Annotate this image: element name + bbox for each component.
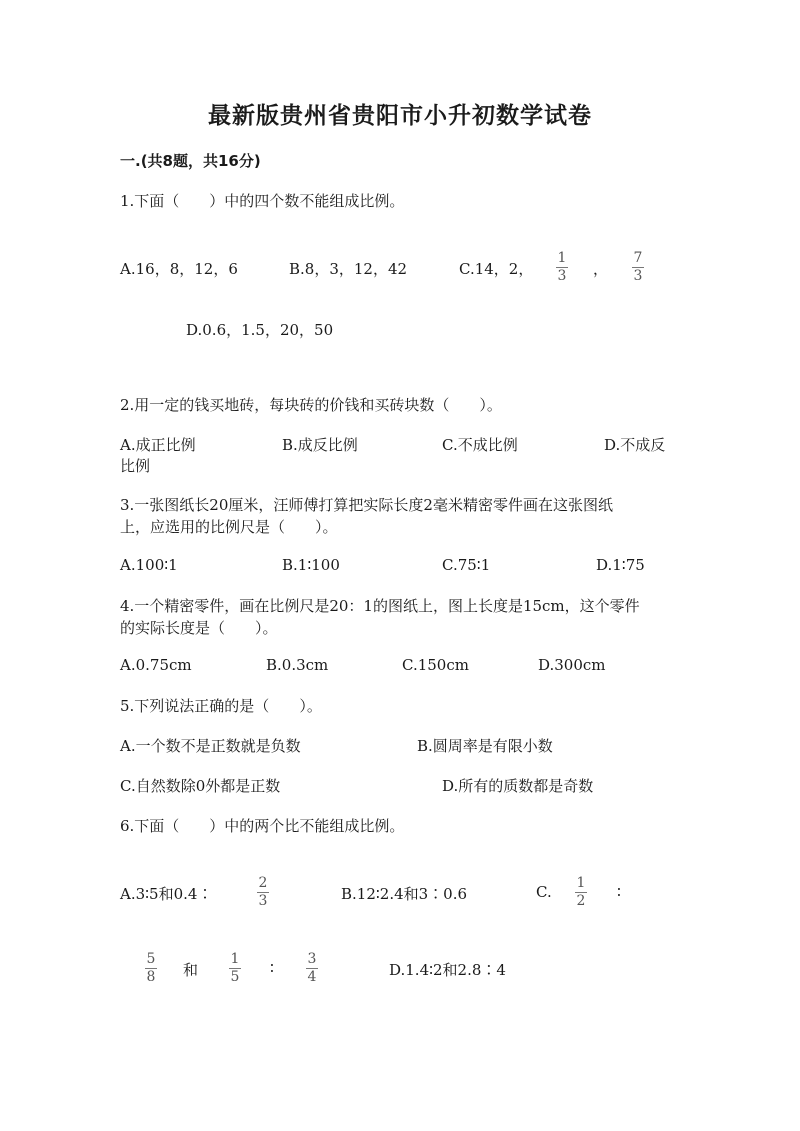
fraction-numerator: 3 (307, 951, 317, 967)
q2-option-d-wrap: 比例 (120, 457, 151, 475)
q6-c-fraction-3 (225, 952, 245, 985)
question-3-stem-line-2: 上，应选用的比例尺是（ ）。 (120, 518, 338, 536)
q4-option-c: C.150cm (402, 656, 469, 674)
q3-option-c: C.75∶1 (442, 556, 491, 574)
q6-option-a: A.3∶5和0.4∶ (120, 885, 213, 903)
q6-option-b: B.12∶2.4和3∶0.6 (341, 885, 468, 903)
q2-option-a: A.成正比例 (120, 436, 196, 454)
q4-option-a: A.0.75cm (120, 656, 192, 674)
q2-option-d: D.不成反 (604, 436, 666, 454)
question-6-stem: 6.下面（ ）中的两个比不能组成比例。 (120, 817, 405, 835)
section-heading: 一.(共8题，共16分) (120, 152, 261, 170)
question-5-stem: 5.下列说法正确的是（ ）。 (120, 697, 322, 715)
question-3-stem-line-1: 3.一张图纸长20厘米，汪师傅打算把实际长度2毫米精密零件画在这张图纸 (120, 496, 613, 514)
q6-c-fraction-4 (302, 952, 322, 985)
fraction-denominator: 2 (576, 893, 586, 909)
q1-c-fraction-1 (552, 251, 572, 284)
q6-c-fraction-2 (141, 952, 161, 985)
q3-option-a: A.100∶1 (120, 556, 178, 574)
q1-option-d: D.0.6，1.5，20，50 (186, 321, 334, 339)
question-4-stem-line-1: 4.一个精密零件，画在比例尺是20：1的图纸上，图上长度是15cm，这个零件 (120, 597, 640, 615)
q5-option-c: C.自然数除0外都是正数 (120, 777, 281, 795)
q1-option-a: A.16，8，12，6 (120, 260, 238, 278)
question-4-stem-line-2: 的实际长度是（ ）。 (120, 619, 278, 637)
fraction-denominator: 5 (230, 969, 240, 985)
q6-c-colon-2: ∶ (270, 959, 274, 977)
q4-option-d: D.300cm (538, 656, 606, 674)
fraction-denominator: 3 (557, 268, 567, 284)
q1-c-fraction-2 (628, 251, 648, 284)
fraction-numerator: 1 (230, 951, 240, 967)
page-title: 最新版贵州省贵阳市小升初数学试卷 (208, 103, 592, 129)
q3-option-b: B.1∶100 (282, 556, 340, 574)
q5-option-a: A.一个数不是正数就是负数 (120, 737, 301, 755)
q6-c-and: 和 (183, 961, 199, 979)
q5-option-b: B.圆周率是有限小数 (417, 737, 553, 755)
q4-option-b: B.0.3cm (266, 656, 329, 674)
q6-option-c: C. (536, 883, 552, 901)
fraction-denominator: 4 (307, 969, 317, 985)
q1-option-b: B.8，3，12，42 (289, 260, 408, 278)
fraction-numerator: 1 (576, 875, 586, 891)
fraction-numerator: 5 (146, 951, 156, 967)
fraction-denominator: 3 (258, 893, 268, 909)
fraction-numerator: 1 (557, 250, 567, 266)
fraction-numerator: 7 (633, 250, 643, 266)
q3-option-d: D.1∶75 (596, 556, 645, 574)
question-2-stem: 2.用一定的钱买地砖，每块砖的价钱和买砖块数（ ）。 (120, 396, 502, 414)
fraction-denominator: 8 (146, 969, 156, 985)
q6-a-fraction (253, 876, 273, 909)
q5-option-d: D.所有的质数都是奇数 (442, 777, 594, 795)
q1-option-c: C.14，2， (459, 260, 534, 278)
q6-option-d: D.1.4∶2和2.8∶4 (389, 961, 506, 979)
q2-option-b: B.成反比例 (282, 436, 358, 454)
q2-option-c: C.不成比例 (442, 436, 518, 454)
q1-c-separator: ， (593, 260, 609, 278)
question-1-stem: 1.下面（ ）中的四个数不能组成比例。 (120, 192, 405, 210)
q6-c-colon-1: ∶ (617, 883, 621, 901)
q6-c-fraction-1 (571, 876, 591, 909)
fraction-numerator: 2 (258, 875, 268, 891)
fraction-denominator: 3 (633, 268, 643, 284)
